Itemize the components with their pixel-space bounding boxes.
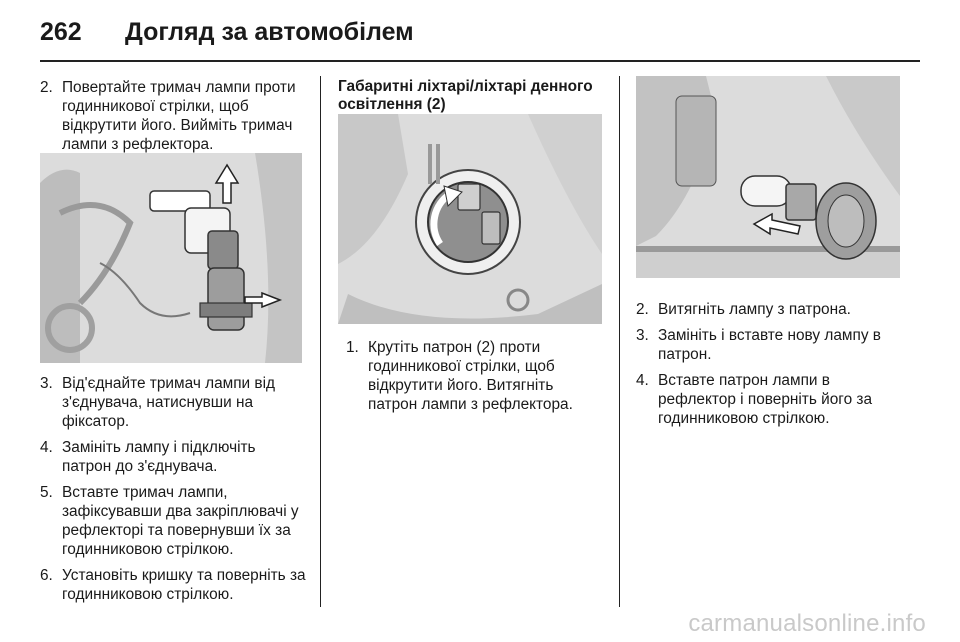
section-heading: Габаритні ліхтарі/ліхтарі денного освітлення (2) xyxy=(338,78,593,113)
step-item xyxy=(636,326,902,364)
column-divider-left xyxy=(320,76,321,607)
bulb-holder-drawing xyxy=(40,153,302,363)
step-number: 2. xyxy=(40,79,53,96)
bulb-removal-drawing xyxy=(636,76,900,278)
step-text: Замініть і вставте нову лампу в патрон. xyxy=(658,327,881,363)
step-number: 6. xyxy=(40,567,53,584)
step-item xyxy=(40,438,308,476)
socket-twist-drawing xyxy=(338,114,602,324)
step-number: 3. xyxy=(636,327,649,344)
col1-steps-low xyxy=(40,374,308,604)
step-text: Від'єднайте тримач лампи від з'єднувача, натиснувши на фіксатор. xyxy=(62,375,276,430)
step-text: Замініть лампу і підключіть патрон до з'єднувача. xyxy=(62,439,256,475)
step-item xyxy=(40,566,308,604)
column-divider-right xyxy=(619,76,620,607)
bulb-removal-illustration xyxy=(636,76,900,278)
page-title: Догляд за автомобілем xyxy=(125,18,414,46)
step-text: Вставте тримач лампи, зафіксувавши два закріплювачі у рефлекторі та повернувши їх за годинниковою стрілкою. xyxy=(62,484,299,558)
bulb-holder-illustration xyxy=(40,153,302,363)
col3-steps xyxy=(636,300,902,428)
step-text: Крутіть патрон (2) проти годинникової стрілки, щоб відкрутити його. Витягніть патрон лампи з рефлектора. xyxy=(368,339,573,413)
step-number: 4. xyxy=(636,372,649,389)
col2-steps xyxy=(338,338,604,414)
step-number: 2. xyxy=(636,301,649,318)
col1-steps-top xyxy=(40,78,308,154)
step-text: Вставте патрон лампи в рефлектор і поверніть його за годинниковою стрілкою. xyxy=(658,372,873,427)
step-text: Повертайте тримач лампи проти годинникової стрілки, щоб відкрутити його. Вийміть тримач лампи з рефлектора. xyxy=(62,79,296,153)
step-number: 1. xyxy=(346,339,359,356)
page-header xyxy=(40,16,920,56)
step-item xyxy=(40,374,308,431)
step-item xyxy=(636,371,902,428)
page-number: 262 xyxy=(40,18,82,46)
watermark: carmanualsonline.info xyxy=(688,610,926,637)
socket-twist-illustration xyxy=(338,114,602,324)
step-item xyxy=(636,300,902,319)
step-item xyxy=(338,338,604,414)
step-number: 4. xyxy=(40,439,53,456)
step-item xyxy=(40,483,308,559)
step-text: Витягніть лампу з патрона. xyxy=(658,301,851,318)
step-text: Установіть кришку та поверніть за годинниковою стрілкою. xyxy=(62,567,306,603)
step-number: 5. xyxy=(40,484,53,501)
step-item xyxy=(40,78,308,154)
header-rule xyxy=(40,60,920,62)
step-number: 3. xyxy=(40,375,53,392)
